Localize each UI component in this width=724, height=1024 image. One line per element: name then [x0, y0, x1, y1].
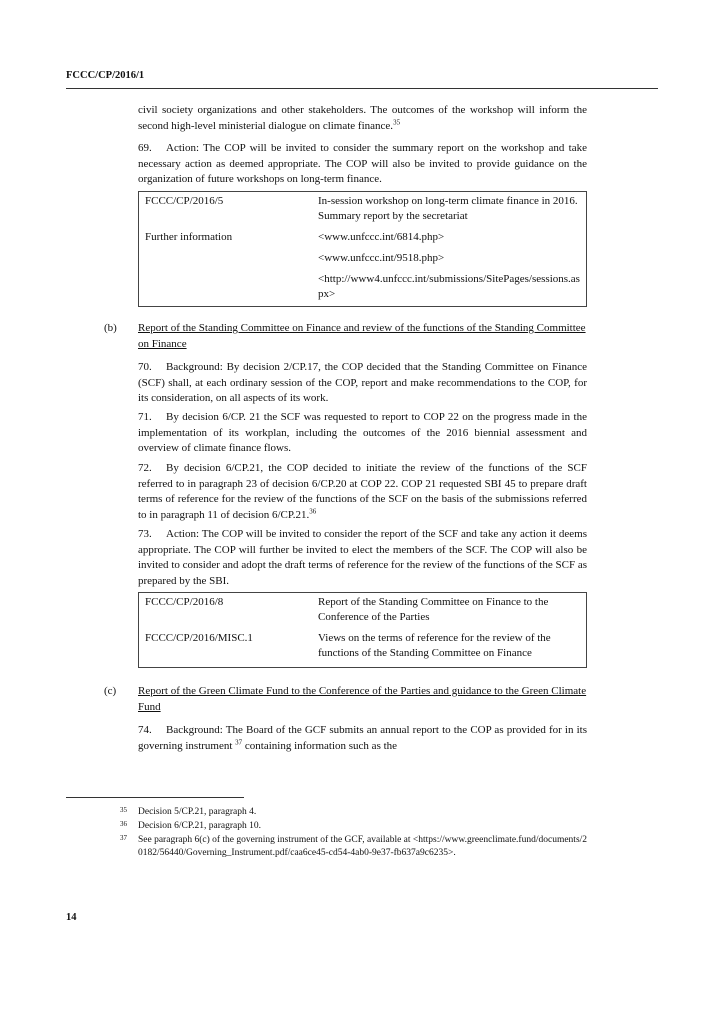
documents-table-2 — [138, 592, 587, 668]
header-rule — [66, 88, 658, 89]
link[interactable]: <http://www4.unfccc.int/submissions/SitePages/sessions.aspx> — [318, 273, 580, 300]
paragraph-68-continuation: civil society organizations and other stakeholders. The outcomes of the workshop will inform the second high-level ministerial dialogue on climate finance.$^{35}$ — [138, 104, 587, 132]
footnote-35: 35 Decision 5/CP.21, paragraph 4. — [120, 806, 257, 817]
table-row: FCCC/CP/2016/5 In-session workshop on long-term climate finance in 2016. Summary report by the secretariat — [145, 195, 578, 222]
footnote-36: 36 Decision 6/CP.21, paragraph 10. — [120, 820, 261, 831]
paragraph-73: 73. Action: The COP will be invited to consider the report of the SCF and take any action it deems appropriate. The COP will further be invited to elect the members of the SCF. The COP will also be invited to consider and adopt the draft terms of reference for the review of the functions of the SCF as prepared by the SBI. — [138, 528, 587, 587]
paragraph-69: 69. Action: The COP will be invited to consider the summary report on the workshop and take necessary action as deemed appropriate. The COP will also be invited to provide guidance on the organization of future workshops on long-term finance. — [138, 142, 587, 185]
section-heading-c: (c) Report of the Green Climate Fund to the Conference of the Parties and guidance to the Green Climate Fund — [104, 685, 587, 713]
table-row: FCCC/CP/2016/8 Report of the Standing Committee on Finance to the Conference of the Parties — [145, 596, 549, 623]
document-symbol: FCCC/CP/2016/1 — [66, 70, 145, 81]
paragraph-72: 72. By decision 6/CP.21, the COP decided to initiate the review of the functions of the SCF referred to in paragraph 23 of decision 6/CP.20 at COP 22. COP 21 requested SBI 45 to prepare draft terms of reference for the review of the functions of the SCF on the basis of the submissions referred to in paragraph 11 of decision 6/CP.21.36 — [138, 462, 587, 521]
section-heading-b: (b) Report of the Standing Committee on Finance and review of the functions of the Standing Committee on Finance — [104, 322, 586, 350]
paragraph-71: 71. By decision 6/CP. 21 the SCF was requested to report to COP 22 on the progress made in the implementation of its workplan, including the outcomes of the 2016 biennial assessment and overview of climate finance flows. — [138, 411, 587, 454]
link[interactable]: <www.unfccc.int/6814.php> — [318, 231, 445, 243]
link[interactable]: <www.unfccc.int/9518.php> — [318, 252, 445, 264]
table-row — [139, 272, 586, 302]
footnote-ref-37[interactable]: 37 — [235, 737, 243, 746]
documents-table-1 — [138, 191, 587, 307]
page-number: 14 — [66, 912, 77, 923]
paragraph-74: 74. Background: The Board of the GCF submits an annual report to the COP as provided for in its governing instrument $^{37}$ containing information such as the — [138, 724, 587, 752]
table-row: FCCC/CP/2016/MISC.1 Views on the terms of reference for the review of the functions of the Standing Committee on Finance — [145, 632, 551, 659]
table-row: Further information <www.unfccc.int/6814.php> — [139, 230, 586, 245]
paragraph-70: 70. Background: By decision 2/CP.17, the COP decided that the Standing Committee on Finance (SCF) shall, at each ordinary session of the COP, report and make recommendations to the COP, for its consideration, on all aspects of its work. — [138, 361, 587, 404]
footnote-37: 37 See paragraph 6(c) of the governing instrument of the GCF, available at <https://www.greenclimate.fund/documents/20182/56440/Governing_Instrument.pdf/caa6ce45-cd54-4ab0-9e37-fb637a9c6235>. — [120, 834, 588, 858]
footnote-ref-35[interactable]: 35 — [393, 117, 401, 126]
table-row — [139, 251, 586, 266]
footnote-ref-36[interactable]: 36 — [309, 506, 317, 515]
footnote-separator — [66, 797, 244, 798]
